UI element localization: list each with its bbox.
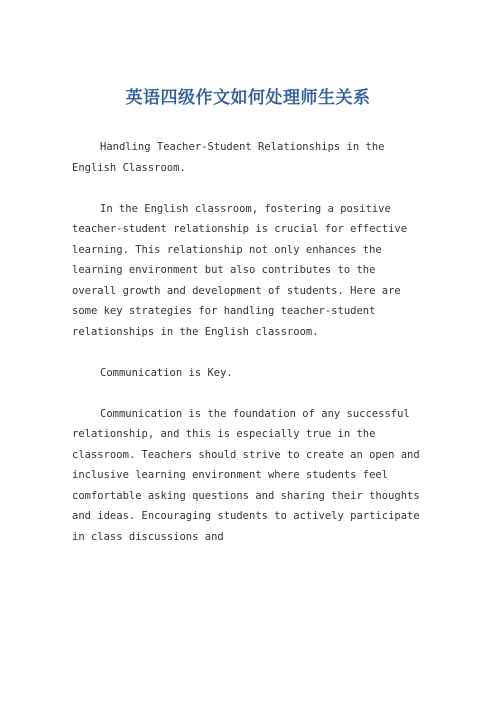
communication-paragraph: Communication is the foundation of any successful relationship, and this is especially true in the classroom. Teachers should strive to create an open and inclusive learning environment where students feel comfortable asking questions and sharing their thoughts and ideas. Encouraging students to actively participate in class discussions and xyxy=(72,407,420,543)
document-body xyxy=(72,137,422,568)
document-title: 英语四级作文如何处理师生关系 xyxy=(125,88,371,108)
intro-paragraph: In the English classroom, fostering a positive teacher-student relationship is crucial for effective learning. This relationship not only enhances the learning environment but also contributes to the overall growth and development of students. Here are some key strategies for handling teacher-student relationships in the English classroom. xyxy=(72,202,408,338)
essay-heading-paragraph: Handling Teacher-Student Relationships in the English Classroom. xyxy=(72,141,385,174)
section-heading-paragraph: Communication is Key. xyxy=(100,366,233,379)
